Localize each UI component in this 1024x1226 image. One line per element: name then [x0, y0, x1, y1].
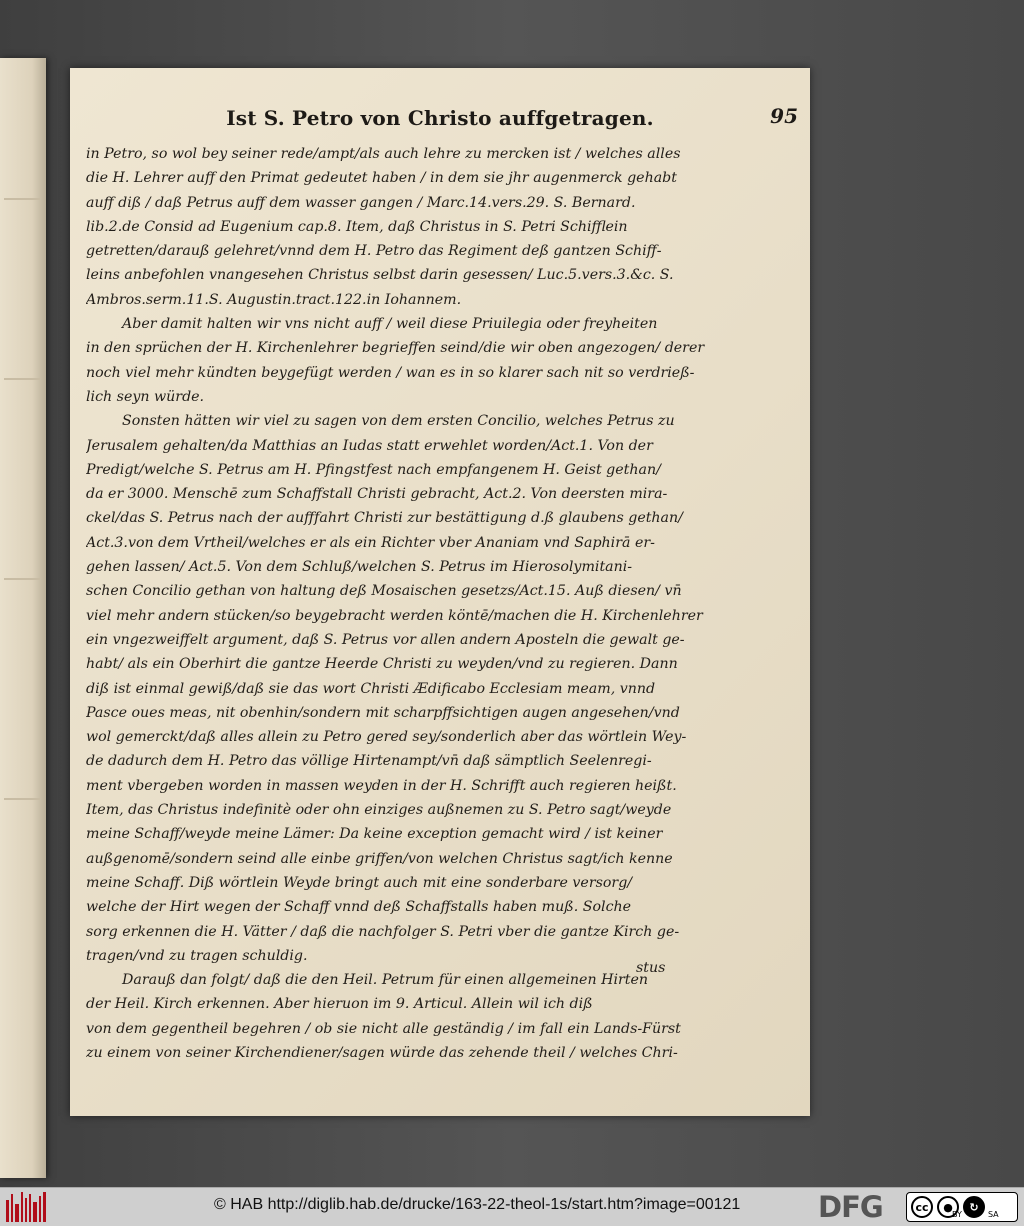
text-line: in Petro, so wol bey seiner rede/ampt/als auch lehre zu mercken ist / welches alles: [86, 146, 681, 162]
share-alike-icon: ↻: [963, 1196, 985, 1218]
license-by-label: BY: [952, 1210, 962, 1219]
text-line: welche der Hirt wegen der Schaff vnnd deß Schaffstalls haben muß. Solche: [86, 899, 632, 916]
text-line: Predigt/welche S. Petrus am H. Pfingstfest nach empfangenem H. Geist gethan/: [86, 461, 661, 478]
text-line: Act.3.von dem Vrtheil/welches er als ein Richter vber Ananiam vnd Saphirā er-: [86, 534, 655, 551]
license-sa-label: SA: [987, 1210, 999, 1219]
text-line: wol gemerckt/daß alles allein zu Petro gered sey/sonderlich aber das wörtlein Wey-: [86, 729, 687, 746]
text-line: auff diß / daß Petrus auff dem wasser gangen / Marc.14.vers.29. S. Bernard.: [86, 194, 636, 211]
catchword: stus: [636, 960, 666, 976]
hab-logo-icon: [6, 1192, 46, 1222]
running-head: Ist S. Petro von Christo auffgetragen.: [226, 106, 654, 130]
text-line: tragen/vnd zu tragen schuldig.: [86, 947, 308, 964]
text-line: Item, das Christus indefinitè oder ohn einziges außnemen zu S. Petro sagt/weyde: [86, 802, 672, 819]
text-line: meine Schaff. Diß wörtlein Weyde bringt auch mit eine sonderbare versorg/: [86, 874, 633, 891]
page-body: [86, 142, 706, 1065]
page-number: 95: [770, 104, 798, 128]
text-line: lich seyn würde.: [86, 388, 205, 405]
copyright-link[interactable]: © HAB http://diglib.hab.de/drucke/163-22-theol-1s/start.htm?image=00121: [214, 1196, 741, 1213]
text-line: außgenomē/sondern seind alle einbe griffen/von welchen Christus sagt/ich kenne: [86, 850, 673, 867]
text-line: sorg erkennen die H. Vätter / daß die nachfolger S. Petri vber die gantze Kirch ge-: [86, 923, 680, 940]
text-line: schen Concilio gethan von haltung deß Mosaischen gesetzs/Act.15. Auß diesen/ vn̄: [86, 583, 682, 600]
text-line: meine Schaff/weyde meine Lämer: Da keine exception gemacht wird / ist keiner: [86, 826, 663, 843]
text-line: leins anbefohlen vnangesehen Christus selbst darin gesessen/ Luc.5.vers.3.&c. S.: [86, 267, 674, 284]
by-person-icon: ●: [937, 1196, 959, 1218]
text-line: noch viel mehr kündten beygefügt werden / wan es in so klarer sach nit so verdrieß-: [86, 364, 695, 381]
text-line: ein vngezweiffelt argument, daß S. Petrus vor allen andern Aposteln die gewalt ge-: [86, 631, 685, 648]
text-line: Pasce oues meas, nit obenhin/sondern mit scharpffsichtigen augen angesehen/vnd: [86, 704, 680, 721]
text-line: in den sprüchen der H. Kirchenlehrer begrieffen seind/die wir oben angezogen/ derer: [86, 340, 705, 357]
book-page: [70, 68, 810, 1116]
dfg-logo[interactable]: DFG: [818, 1190, 883, 1224]
text-line: da er 3000. Menschē zum Schaffstall Christi gebracht, Act.2. Von deersten mira-: [86, 486, 668, 503]
text-line: der Heil. Kirch erkennen. Aber hieruon im 9. Articul. Allein wil ich diß: [86, 996, 593, 1013]
text-line: Aber damit halten wir vns nicht auff / weil diese Priuilegia oder freyheiten: [122, 316, 658, 333]
text-line: Jerusalem gehalten/da Matthias an Iudas statt erwehlet worden/Act.1. Von der: [86, 437, 653, 454]
text-line: von dem gegentheil begehren / ob sie nicht alle geständig / im fall ein Lands-Fürst: [86, 1020, 681, 1037]
text-line: diß ist einmal gewiß/daß sie das wort Christi Ædificabo Ecclesiam meam, vnnd: [86, 680, 656, 697]
text-line: zu einem von seiner Kirchendiener/sagen würde das zehende theil / welches Chri-: [86, 1044, 678, 1061]
text-line: de dadurch dem H. Petro das völlige Hirtenampt/vn̄ daß sämptlich Seelenregi-: [86, 753, 652, 770]
text-line: viel mehr andern stücken/so beygebracht werden köntē/machen die H. Kirchenlehrer: [86, 607, 703, 624]
text-line: ment vbergeben worden in massen weyden in der H. Schrifft auch regieren heißt.: [86, 777, 677, 794]
text-line: getretten/darauß gelehret/vnnd dem H. Petro das Regiment deß gantzen Schiff-: [86, 243, 662, 260]
text-line: Sonsten hätten wir viel zu sagen von dem ersten Concilio, welches Petrus zu: [122, 413, 675, 430]
text-line: Ambros.serm.11.S. Augustin.tract.122.in Iohannem.: [86, 291, 462, 308]
text-line: habt/ als ein Oberhirt die gantze Heerde Christi zu weyden/vnd zu regieren. Dann: [86, 656, 678, 673]
text-line: ckel/das S. Petrus nach der aufffahrt Christi zur bestättigung d.ß glaubens gethan/: [86, 510, 683, 527]
text-line: lib.2.de Consid ad Eugenium cap.8. Item, daß Christus in S. Petri Schifflein: [86, 218, 628, 235]
text-line: Darauß dan folgt/ daß die den Heil. Petrum für einen allgemeinen Hirten: [122, 972, 649, 989]
previous-page-edge: [0, 58, 46, 1178]
text-line: gehen lassen/ Act.5. Von dem Schluß/welchen S. Petrus im Hierosolymitani-: [86, 559, 633, 576]
text-line: die H. Lehrer auff den Primat gedeutet haben / in dem sie jhr augenmerck gehabt: [86, 170, 677, 187]
footer-bar: [0, 1187, 1024, 1226]
cc-icon: cc: [911, 1196, 933, 1218]
